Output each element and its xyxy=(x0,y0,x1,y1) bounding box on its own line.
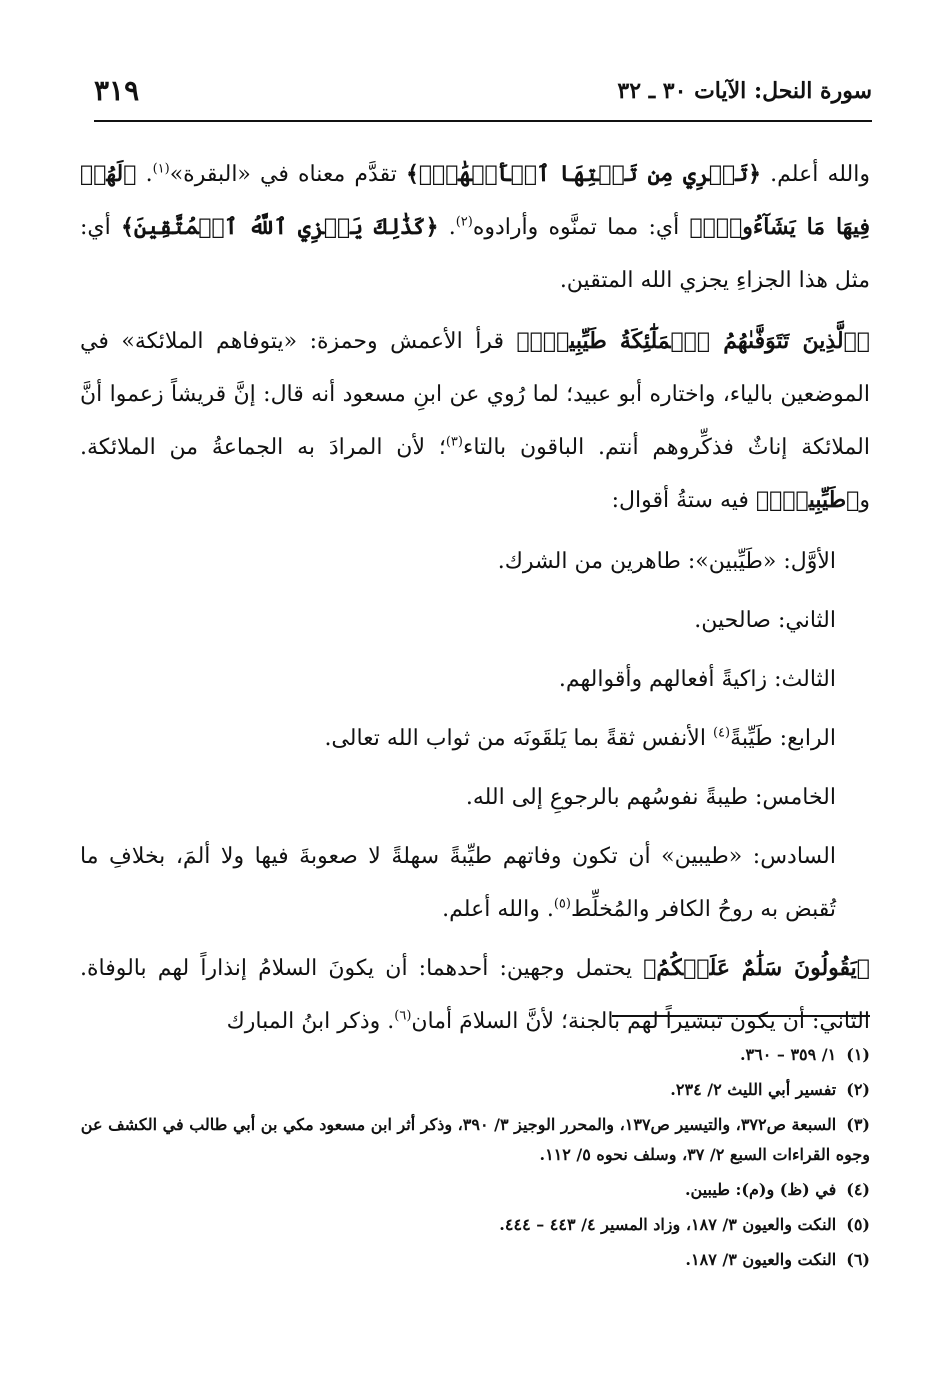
footnote-number: (١) xyxy=(846,1045,870,1064)
quran-verse: ﴿طَيِّبِينَۙ﴾ xyxy=(755,487,860,513)
item-text: الثالث: زاكيةً أفعالهم وأقوالهم. xyxy=(558,667,836,692)
text-segment: . xyxy=(438,215,456,240)
quran-verse: ﴿يَقُولُونَ سَلَٰمٌ عَلَيۡكُمُ﴾ xyxy=(643,955,870,981)
list-item xyxy=(80,594,870,647)
item-text: السادس: «طيبين» أن تكون وفاتهم طيِّبةً سهلةً لا صعوبةَ فيها ولا ألمَ، بخلافِ ما تُقبض به روحُ الكافر والمُخلِّط xyxy=(80,844,836,922)
list-item xyxy=(80,771,870,824)
list-item xyxy=(80,830,870,936)
footnote-number: (٤) xyxy=(846,1180,870,1199)
footnote-divider xyxy=(612,1015,870,1017)
footnote-text: النكت والعيون ٣/ ١٨٧. xyxy=(685,1250,837,1269)
footnote xyxy=(80,1110,870,1170)
footnote xyxy=(80,1210,870,1240)
text-segment: . xyxy=(136,162,153,187)
list-item xyxy=(80,535,870,588)
footnote-number: (٥) xyxy=(846,1215,870,1234)
footnote xyxy=(80,1245,870,1275)
main-text xyxy=(80,148,870,1056)
footnote xyxy=(80,1040,870,1070)
paragraph-1 xyxy=(80,148,870,307)
footnote-ref[interactable]: (٦) xyxy=(394,1008,412,1024)
item-text: الثاني: صالحين. xyxy=(694,608,836,633)
footnote-ref[interactable]: (٤) xyxy=(712,725,731,741)
text-segment: ؛ لأن المرادَ به الجماعةُ من الملائكة. و xyxy=(80,435,870,513)
footnote-ref[interactable]: (١) xyxy=(152,161,170,177)
text-segment: . وذكر ابنُ المبارك xyxy=(226,1009,395,1034)
text-segment: تقدَّم معناه في «البقرة» xyxy=(169,162,406,187)
footnote-text: النكت والعيون ٣/ ١٨٧، وزاد المسير ٤/ ٤٤٣ – ٤٤٤. xyxy=(499,1215,837,1234)
text-segment: أي: مما تمنَّوه وأرادوه xyxy=(472,215,690,240)
quran-verse: ﴿ٱلَّذِينَ تَتَوَفَّىٰهُمُ ٱلۡمَلَٰٓئِكَةُ طَيِّبِينَۙ﴾ xyxy=(516,328,870,354)
quran-verse: ﴿تَجۡرِي مِن تَحۡتِهَا ٱلۡأَنۡهَٰرُۖ﴾ xyxy=(405,161,762,187)
item-text: الأنفس ثقةً بما يَلقَونَه من ثواب الله تعالى. xyxy=(324,726,713,751)
item-text: الخامس: طيبةً نفوسُهم بالرجوعِ إلى الله. xyxy=(465,785,836,810)
footnotes xyxy=(80,1040,870,1280)
footnote-number: (٣) xyxy=(846,1115,870,1134)
footnote-number: (٢) xyxy=(846,1080,870,1099)
running-title: سورة النحل: الآيات ٣٠ ـ ٣٢ xyxy=(617,78,872,104)
text-segment: قرأ الأعمش وحمزة: «يتوفاهم الملائكة» في الموضعين بالياء، واختاره أبو عبيد؛ لما رُوي عن ابنِ مسعود أنه قال: إنَّ قريشاً زعموا أنَّ الملائكة إناثٌ فذكِّروهم أنتم. الباقون بالتاء xyxy=(80,329,870,460)
quran-verse: ﴿كَذَٰلِكَ يَجۡزِي ٱللَّهُ ٱلۡمُتَّقِينَ﴾ xyxy=(120,214,439,240)
footnote-text: تفسير أبي الليث ٢/ ٢٣٤. xyxy=(670,1080,837,1099)
footnote-text: ١/ ٣٥٩ – ٣٦٠. xyxy=(739,1045,837,1064)
page-number: ٣١٩ xyxy=(94,74,140,107)
footnote-ref[interactable]: (٥) xyxy=(553,896,571,912)
page-header xyxy=(94,74,872,122)
list-item xyxy=(80,712,870,765)
item-text: الأوَّل: «طَيِّبين»: طاهرين من الشرك. xyxy=(497,549,836,574)
list-item xyxy=(80,653,870,706)
footnote-text: السبعة ص٣٧٢، والتيسير ص١٣٧، والمحرر الوجيز ٣/ ٣٩٠، وذكر أثر ابن مسعود مكي بن أبي طالب في الكشف عن وجوه القراءات السبع ٢/ ٣٧، وسلف نحوه ٥/ ١١٢. xyxy=(80,1115,870,1164)
paragraph-3 xyxy=(80,942,870,1048)
item-text: الرابع: طَيِّبةً xyxy=(730,726,836,751)
paragraph-2 xyxy=(80,315,870,527)
text-segment: يحتمل وجهين: أحدهما: أن يكونَ السلامُ إنذاراً لهم بالوفاة. الثاني: أن يكون تبشيراً لهم بالجنة؛ لأنَّ السلامَ أمان xyxy=(80,956,870,1034)
footnote-number: (٦) xyxy=(846,1250,870,1269)
footnote xyxy=(80,1175,870,1205)
footnote-ref[interactable]: (٣) xyxy=(445,434,463,450)
item-text: . والله أعلم. xyxy=(442,897,554,922)
footnote-ref[interactable]: (٢) xyxy=(455,214,473,230)
text-segment: والله أعلم. xyxy=(761,162,870,187)
text-segment: أي: مثل هذا الجزاءِ يجزي الله المتقين. xyxy=(80,215,870,293)
footnote-text: في (ظ) و(م): طيبين. xyxy=(684,1180,837,1199)
footnote xyxy=(80,1075,870,1105)
quran-verse: ﴿لَهُمۡ فِيهَا مَا يَشَآءُونَۚ﴾ xyxy=(80,161,870,240)
text-segment: فيه ستةُ أقوال: xyxy=(611,488,756,513)
